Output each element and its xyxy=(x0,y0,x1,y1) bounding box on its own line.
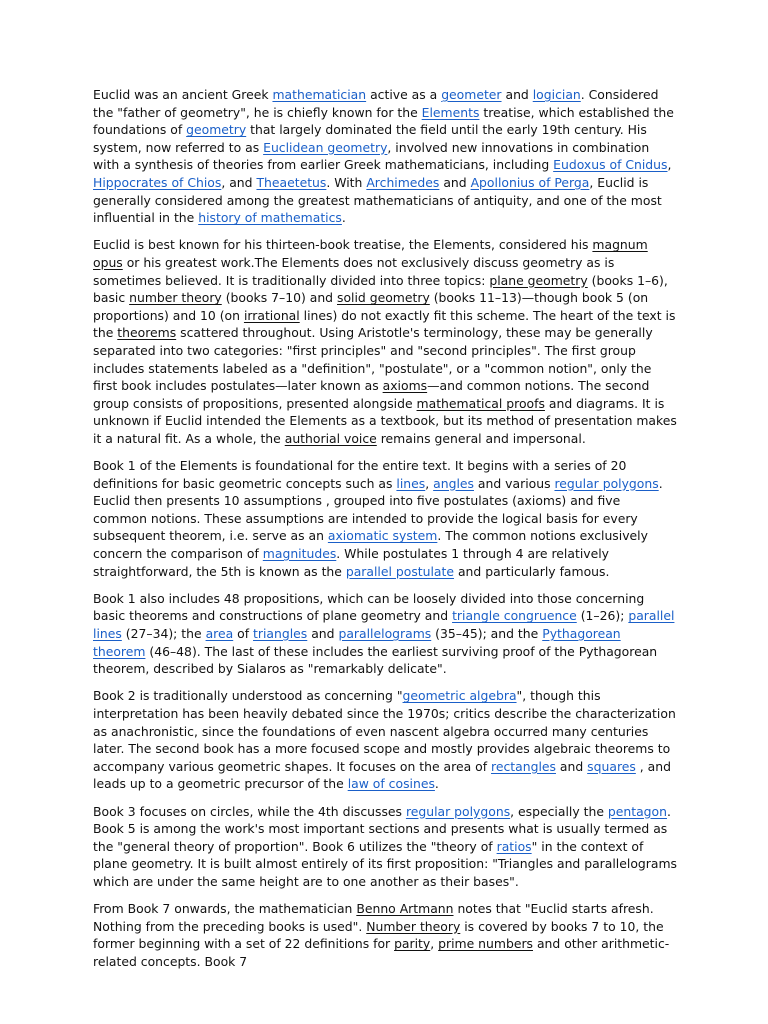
underlined-link[interactable]: plane geometry xyxy=(489,272,588,288)
text-run: or his greatest work.The Elements does not exclusively discuss geometry as is sometimes believed. It is traditionally divided into three topics: xyxy=(93,254,615,288)
text-run: . Considered the "father of geometry", he is chiefly known for the xyxy=(93,87,659,120)
underlined-link[interactable]: Number theory xyxy=(366,918,461,934)
underlined-link[interactable]: solid geometry xyxy=(337,290,430,306)
hyperlink[interactable]: mathematician xyxy=(272,87,367,102)
text-run: and xyxy=(555,758,588,774)
text-run: and diagrams. It is unknown if Euclid intended the Elements as a textbook, but its method of presentation makes it a natural fit. As a whole, the xyxy=(93,395,677,446)
paragraph xyxy=(93,687,677,793)
hyperlink[interactable]: parallelograms xyxy=(338,626,432,641)
underlined-link[interactable]: magnum opus xyxy=(93,237,648,270)
hyperlink[interactable]: Eudoxus of Cnidus xyxy=(553,157,668,173)
text-run: , especially the xyxy=(510,803,608,819)
hyperlink[interactable]: triangle congruence xyxy=(452,608,577,624)
underlined-link[interactable]: Benno Artmann xyxy=(356,901,454,917)
hyperlink[interactable]: regular polygons xyxy=(405,803,511,819)
hyperlink[interactable]: logician xyxy=(532,87,581,102)
hyperlink[interactable]: regular polygons xyxy=(554,475,659,491)
hyperlink[interactable]: angles xyxy=(433,475,474,491)
text-run: lines) do not exactly fit this scheme. The heart of the text is the xyxy=(93,307,676,341)
text-run: , and leads up to a geometric precursor of the xyxy=(93,758,671,792)
text-run: . Book 5 is among the work's most important sections and presents what is usually termed as the "general theory of proportion". Book 6 utilizes the "theory of xyxy=(93,803,671,854)
text-run: remains general and impersonal. xyxy=(376,430,586,446)
text-run: (27–34); the xyxy=(121,626,206,641)
underlined-link[interactable]: mathematical proofs xyxy=(416,395,545,411)
hyperlink[interactable]: Hippocrates of Chios xyxy=(93,174,222,190)
hyperlink[interactable]: axiomatic system xyxy=(327,528,438,544)
hyperlink[interactable]: Elements xyxy=(421,104,480,120)
text-run: From Book 7 onwards, the mathematician xyxy=(93,901,357,917)
text-run: and xyxy=(439,174,471,190)
underlined-link[interactable]: theorems xyxy=(117,325,177,341)
text-run: , Euclid is generally considered among the greatest mathematicians of antiquity, and one of the most influential in the xyxy=(93,174,662,226)
text-run: and xyxy=(501,87,533,102)
text-run: (books 7–10) and xyxy=(221,290,337,306)
text-run: Book 3 focuses on circles, while the 4th discusses xyxy=(93,803,406,819)
hyperlink[interactable]: Euclidean geometry xyxy=(263,139,388,155)
underlined-link[interactable]: irrational xyxy=(243,307,300,323)
text-run: , xyxy=(425,475,434,491)
underlined-link[interactable]: authorial voice xyxy=(284,430,377,446)
text-run: , xyxy=(430,936,439,952)
text-run: , xyxy=(667,157,672,173)
text-run: and various xyxy=(473,475,555,491)
hyperlink[interactable]: pentagon xyxy=(607,803,667,819)
text-run: and other arithmetic-related concepts. Book 7 xyxy=(93,936,670,969)
hyperlink[interactable]: law of cosines xyxy=(347,776,435,792)
underlined-link[interactable]: number theory xyxy=(129,290,222,306)
paragraph xyxy=(93,457,677,580)
hyperlink[interactable]: Archimedes xyxy=(366,174,440,190)
hyperlink[interactable]: geometer xyxy=(441,87,502,102)
document-page xyxy=(93,86,677,980)
text-run: , and xyxy=(221,174,257,190)
text-run: , involved new innovations in combination with a synthesis of theories from earlier Greek mathematicians, including xyxy=(93,139,650,173)
hyperlink[interactable]: rectangles xyxy=(491,758,556,774)
text-run: is covered by books 7 to 10, the former beginning with a set of 22 definitions for xyxy=(93,918,664,952)
text-run: . xyxy=(341,210,346,226)
hyperlink[interactable]: geometry xyxy=(186,122,247,138)
text-run: (books 11–13)—though book 5 (on proportions) and 10 (on xyxy=(93,290,649,323)
text-run: Euclid is best known for his thirteen-book treatise, the Elements, considered his xyxy=(93,237,593,253)
text-run: Book 2 is traditionally understood as concerning " xyxy=(93,688,403,704)
text-run: that largely dominated the field until the early 19th century. His system, now referred to as xyxy=(93,122,647,155)
hyperlink[interactable]: Theaetetus xyxy=(256,174,327,190)
underlined-link[interactable]: axioms xyxy=(382,378,428,394)
text-run: " in the context of plane geometry. It is built almost entirely of its first proposition: "Triangles and parallelograms which are under the same height are to one another as their bases". xyxy=(93,838,677,889)
text-run: . While postulates 1 through 4 are relatively straightforward, the 5th is known as the xyxy=(93,546,609,579)
hyperlink[interactable]: ratios xyxy=(496,838,532,854)
hyperlink[interactable]: Apollonius of Perga xyxy=(470,174,590,190)
text-run: Euclid was an ancient Greek xyxy=(93,87,273,102)
text-run: (46–48). The last of these includes the earliest surviving proof of the Pythagorean theorem, described by Sialaros as "remarkably delicate". xyxy=(93,643,658,677)
text-run: active as a xyxy=(366,87,442,102)
underlined-link[interactable]: prime numbers xyxy=(438,936,533,952)
paragraph xyxy=(93,86,677,227)
text-run: Book 1 of the Elements is foundational for the entire text. It begins with a series of 20 definitions for basic geometric concepts such as xyxy=(93,458,627,491)
hyperlink[interactable]: magnitudes xyxy=(262,546,337,562)
text-run: . With xyxy=(326,174,367,190)
text-run: treatise, which established the foundations of xyxy=(93,104,674,138)
text-run: and particularly famous. xyxy=(454,563,610,579)
text-run: —and common notions. The second group consists of propositions, presented alongside xyxy=(93,378,650,411)
text-run: and xyxy=(307,626,339,641)
hyperlink[interactable]: lines xyxy=(396,475,426,491)
text-run: ", though this interpretation has been heavily debated since the 1970s; critics describe the characterization as anachronistic, since the foundations of even nascent algebra occurred many centuries later. The second book has a more focused scope and mostly provides algebraic theorems to accompany various geometric shapes. It focuses on the area of xyxy=(93,688,676,774)
hyperlink[interactable]: area xyxy=(205,626,234,641)
text-run: scattered throughout. Using Aristotle's terminology, these may be generally separated into two categories: "first principles" and "second principles". The first group includes statements labeled as a "definition", "postulate", or a "common notion", only the first book includes postulates—later known as xyxy=(93,325,653,394)
paragraph xyxy=(93,900,677,970)
text-run: (1–26); xyxy=(576,608,629,624)
underlined-link[interactable]: parity xyxy=(394,936,431,952)
hyperlink[interactable]: triangles xyxy=(253,626,308,641)
paragraph xyxy=(93,236,677,447)
hyperlink[interactable]: Pythagorean theorem xyxy=(93,626,621,659)
hyperlink[interactable]: history of mathematics xyxy=(198,210,342,226)
text-run: (35–45); and the xyxy=(431,626,543,641)
text-run: notes that "Euclid starts afresh. Nothing from the preceding books is used". xyxy=(93,901,654,934)
text-run: Book 1 also includes 48 propositions, which can be loosely divided into those concerning basic theorems and constructions of plane geometry and xyxy=(93,590,645,624)
text-run: . Euclid then presents 10 assumptions , grouped into five postulates (axioms) and five common notions. These assumptions are intended to provide the logical basis for every subsequent theorem, i.e. serve as an xyxy=(93,475,663,544)
text-run: . The common notions exclusively concern the comparison of xyxy=(93,528,648,562)
paragraph xyxy=(93,590,677,678)
text-run: of xyxy=(233,626,254,641)
text-run: . xyxy=(434,776,439,792)
hyperlink[interactable]: geometric algebra xyxy=(402,688,517,704)
hyperlink[interactable]: parallel postulate xyxy=(345,563,455,579)
paragraph xyxy=(93,803,677,891)
text-run: (books 1–6), basic xyxy=(93,272,668,306)
hyperlink[interactable]: parallel lines xyxy=(93,608,675,641)
hyperlink[interactable]: squares xyxy=(587,758,636,774)
